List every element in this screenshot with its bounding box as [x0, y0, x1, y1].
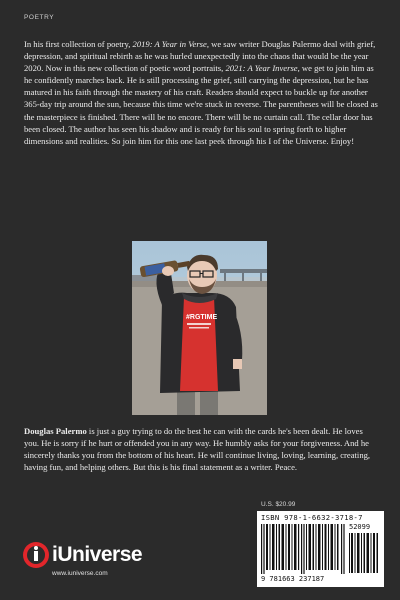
bio-text: is just a guy trying to do the best he can with the cards he's been dealt. He loves you. He is sorry if he hurt or offended you in any way. He humbly asks for your forgiveness. And he sincerely thanks you from the bottom of his heart. He will continue living, loving, learning, creating, having fun, and helping others. But this is his final statement as a writer. Peace. [24, 426, 371, 473]
publisher-logo [22, 541, 142, 569]
synopsis-text-2: , we saw writer Douglas Palermo deal with grief, depression, and spiritual rebirth as he was hurled unexpectedly into the chaos that would be the year 2020. Now in this new collection of poetic word portraits, [24, 39, 376, 74]
publisher-url: www.iuniverse.com [52, 570, 108, 577]
synopsis-text-1: In his first collection of poetry, [24, 39, 133, 49]
price-addon-number: 52099 [349, 523, 371, 531]
ean-number: 9 781663 237187 [261, 575, 325, 583]
price-addon-bars [349, 533, 379, 573]
author-bio [24, 425, 378, 473]
previous-book-title: 2019: A Year in Verse [132, 39, 207, 49]
isbn-barcode [257, 511, 384, 587]
publisher-name: iUniverse [52, 543, 143, 566]
book-title: 2021: A Year Inverse [225, 63, 298, 74]
isbn-number: ISBN 978-1-6632-3718-7 [261, 513, 363, 522]
price-label: U.S. $20.99 [261, 501, 296, 508]
synopsis-text-3: , we get to join him as he confidently marches back. He is still processing the grief, still carrying the depression, but he has matured in his faith through the mastery of his craft. Readers should expect to buckle up for another 365-day trip around the sun, because this time we're stuck in reverse. The parentheses will be closed as the masterpiece is finished. There will be no encore. There will be no curtain call. The cellar door has been closed. The author has seen his shadow and is ready for his soul to spring forth to higher dimensions and realities. So join him for this one last peek through his I of the Universe. Enjoy! [24, 63, 378, 146]
iuniverse-logo-icon [22, 541, 50, 569]
author-photo [132, 241, 267, 415]
shirt-print: #RGTIME [186, 314, 218, 321]
author-name: Douglas Palermo [24, 426, 87, 436]
ean-barcode-bars [261, 524, 345, 574]
book-synopsis [24, 38, 378, 147]
genre-label: POETRY [24, 14, 55, 21]
